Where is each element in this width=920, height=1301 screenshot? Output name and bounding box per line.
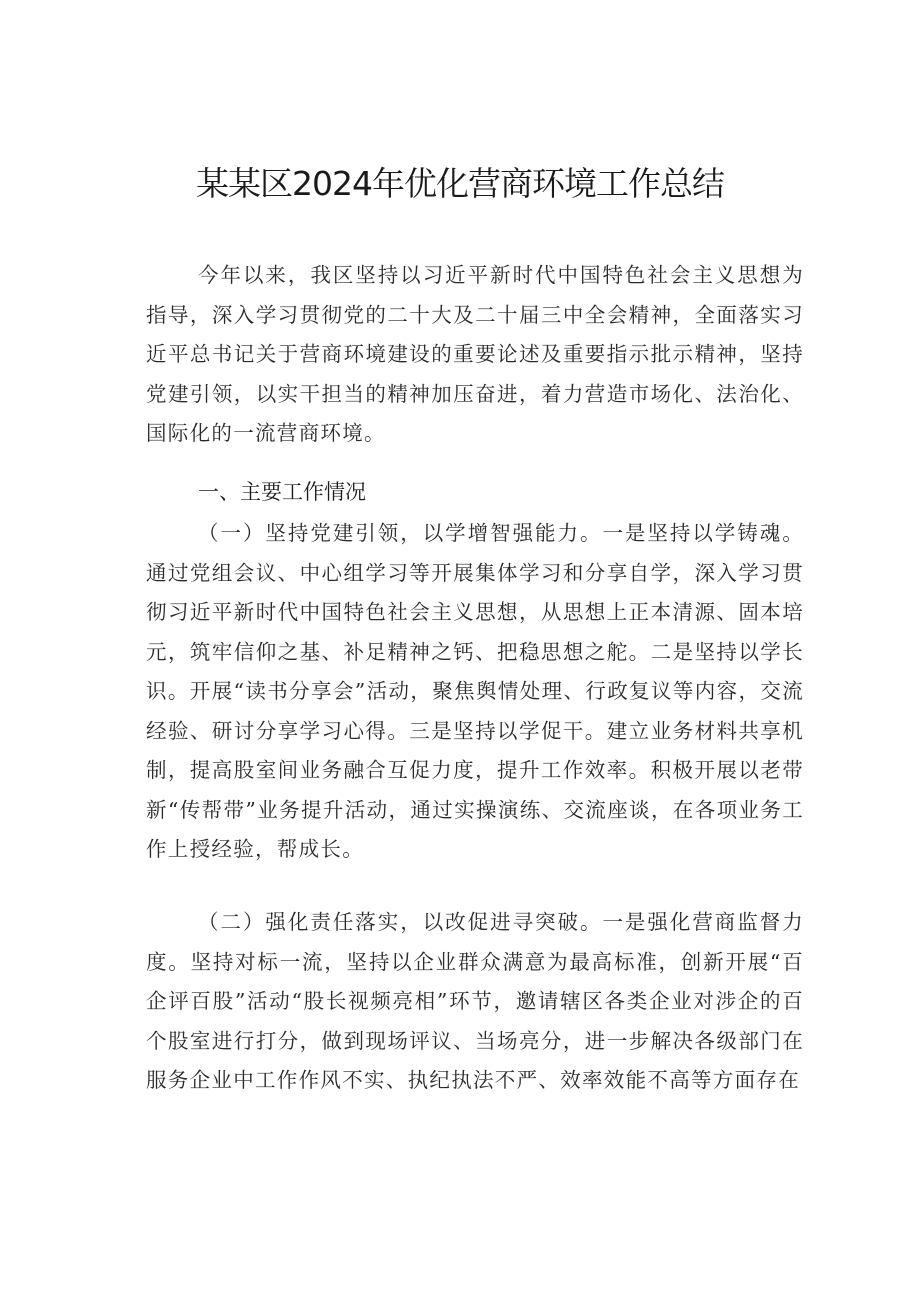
- section-heading: 一、主要工作情况: [198, 480, 366, 504]
- paragraph-responsibility: （二）强化责任落实，以改促进寻突破。一是强化营商监督力度。坚持对标一流，坚持以企业群众满意为最高标准，创新开展“百企评百股”活动“股长视频亮相”环节，邀请辖区各类企业对涉企的百个股室进行打分，做到现场评议、当场亮分，进一步解决各级部门在服务企业中工作作风不实、执纪执法不严、效率效能不高等方面存在: [146, 910, 804, 1092]
- intro-paragraph: 今年以来，我区坚持以习近平新时代中国特色社会主义思想为指导，深入学习贯彻党的二十大及二十届三中全会精神，全面落实习近平总书记关于营商环境建设的重要论述及重要指示批示精神，坚持党建引领，以实干担当的精神加压奋进，着力营造市场化、法治化、国际化的一流营商环境。: [146, 263, 804, 445]
- paragraph-party-building: （一）坚持党建引领，以学增智强能力。一是坚持以学铸魂。通过党组会议、中心组学习等开展集体学习和分享自学，深入学习贯彻习近平新时代中国特色社会主义思想，从思想上正本清源、固本培元，筑牢信仰之基、补足精神之钙、把稳思想之舵。二是坚持以学长识。开展“读书分享会”活动，聚焦舆情处理、行政复议等内容，交流经验、研讨分享学习心得。三是坚持以学促干。建立业务材料共享机制，提高股室间业务融合互促力度，提升工作效率。积极开展以老带新“传帮带”业务提升活动，通过实操演练、交流座谈，在各项业务工作上授经验，帮成长。: [146, 521, 804, 861]
- document-title: 某某区2024年优化营商环境工作总结: [196, 164, 724, 203]
